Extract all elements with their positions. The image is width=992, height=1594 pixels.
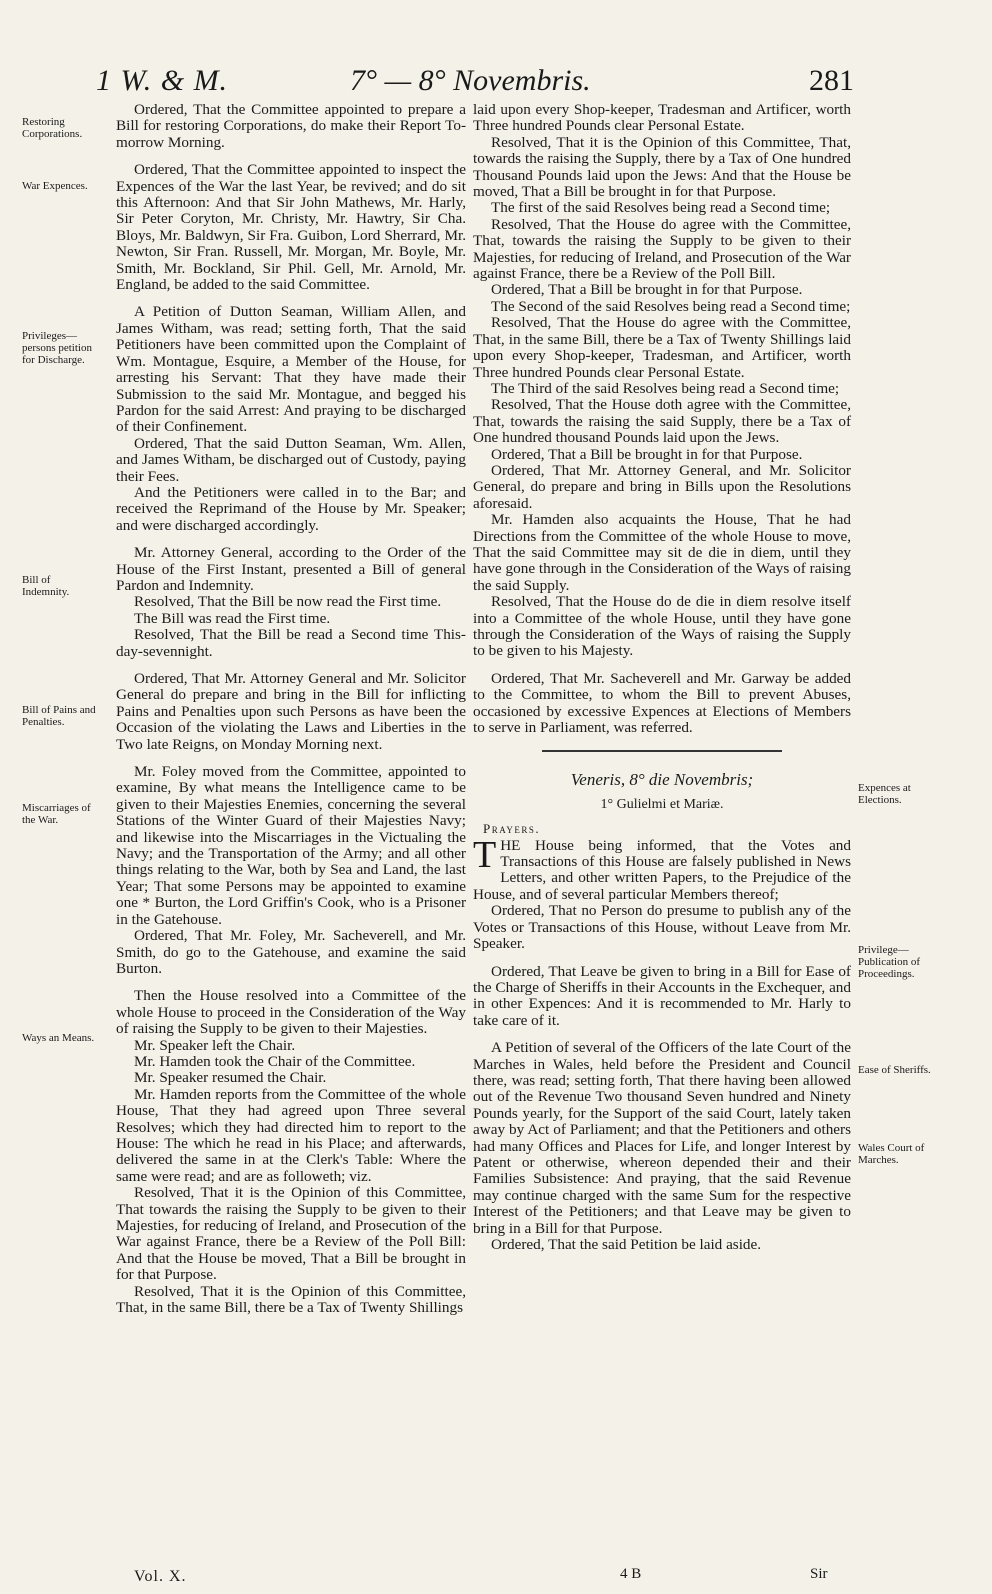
entry-text: Ordered, That the said Petition be laid aside. [491, 1236, 762, 1253]
entry-text: A Petition of Dutton Seaman, William Allen, and James Witham, was read; setting forth, That the said Petitioners have been committed upon the Complaint of Wm. Montague, Esquire, a Member of the House, for arresting his Servant: That they have made their Submission to the said Mr. Montague, and begged his Pardon for the said Arrest: And praying to be discharged of their Confinement. [116, 303, 466, 436]
entry-text: Resolved, That the House do agree with the Committee, That, towards the raising the Supply to be given to their Majesties, for reducing of Ireland, and Prosecution of the War against France, there be a Review of the Poll Bill. [473, 215, 851, 283]
signature-mark: 4 B [620, 1566, 642, 1582]
left-column [116, 102, 466, 1327]
entry-text: Mr. Speaker left the Chair. [134, 1036, 296, 1054]
margin-note-ease-of-sheriffs: Ease of Sheriffs. [858, 1064, 931, 1076]
volume-label: Vol. X. [134, 1568, 187, 1585]
entry-text: Ordered, That the Committee appointed to inspect the Expences of the War the last Year, be revived; and do sit this Afternoon: And that Sir John Mathews, Mr. Harly, Sir Peter Coryton, Mr. Christy, Mr. Hawtry, Sir Cha. Bloys, Mr. Baldwyn, Sir Fra. Guibon, Lord Sherrard, Mr. Newton, Sir Fran. Russell, Mr. Morgan, Mr. Boyle, Mr. Smith, Mr. Bockland, Sir Phil. Gell, Mr. Arnold, Mr. England, be added to the said Committee. [116, 161, 466, 294]
entry-text: Ordered, That Leave be given to bring in a Bill for Ease of the Charge of Sheriffs in their Accounts in the Exchequer, and in other Expences: And it is recommended to Mr. Harly to take care of it. [473, 962, 851, 1029]
day-heading: Veneris, 8° die Novembris; [570, 770, 754, 790]
entry-text: A Petition of several of the Officers of the late Court of the Marches in Wales, held before the President and Council there, was read; setting forth, That there having been allowed out of the Revenue Two thousand Seven hundred and Ninety Pounds yearly, for the Support of the said Court, lately taken away by Act of Parliament; and that the Petitioners and others had many Offices and Places for Life, and longer Interest by Patent or otherwise, whereon depended their and their Families Subsistence: And praying, that the said Revenue may continue charged with the same Sum for the respective Interest of the Petitioners; and that Leave may be given to bring in a Bill for that Purpose. [473, 1039, 851, 1237]
margin-note-restoring-corporations: Restoring Corporations. [22, 116, 83, 140]
entry-text: Ordered, That Mr. Attorney General and Mr. Solicitor General do prepare and bring in the Bill for inflicting Pains and Penalties upon such Persons as have been the Occasion of the violating the Laws and Liberties in the Two late Reigns, on Monday Morning next. [116, 670, 466, 753]
regnal-year-line: 1° Gulielmi et Mariæ. [600, 796, 724, 812]
entry-text: Ordered, That a Bill be brought in for that Purpose. [491, 281, 803, 299]
entry-text: laid upon every Shop-keeper, Tradesman and Artificer, worth Three hundred Pounds clear Personal Estate. [473, 101, 851, 135]
header-regnal-year: 1 W. & M. [96, 64, 229, 97]
margin-note-war-expences: War Expences. [22, 180, 88, 192]
entry-text: Resolved, That the House doth agree with the Committee, That, towards the raising the said Supply, there be a Tax of One hundred thousand Pounds laid upon the Jews. [473, 396, 851, 447]
prayers-heading: Prayers. [483, 821, 541, 837]
entry-text: Mr. Speaker resumed the Chair. [134, 1069, 327, 1087]
entry-text: Ordered, That the Committee appointed to prepare a Bill for restoring Corporations, do make their Report To-morrow Morning. [116, 101, 466, 151]
entry-text: Mr. Hamden also acquaints the House, That he had Directions from the Committee of the whole House to move, That the said Committee may sit de die in diem, until they have gone through in the Consideration of the Ways of raising the said Supply. [473, 511, 851, 594]
margin-note-ways-and-means: Ways an Means. [22, 1032, 95, 1044]
page-number: 281 [809, 64, 854, 97]
entry-text: Mr. Hamden reports from the Committee of the whole House, That they had agreed upon Three several Resolves; which they had directed him to report to the House: The which he read in his Place; and afterwards, delivered the same in at the Clerk's Table: Where the same were read; and are as followeth; viz. [116, 1085, 466, 1185]
margin-note-bill-of-indemnity: Bill of Indemnity. [22, 574, 70, 598]
entry-text: The Second of the said Resolves being read a Second time; [491, 297, 851, 315]
margin-note-privileges: Privileges—persons petition for Discharge. [22, 330, 92, 366]
section-divider [542, 750, 782, 752]
entry-text: Mr. Hamden took the Chair of the Committee. [134, 1052, 416, 1070]
entry-text: Ordered, That the said Dutton Seaman, Wm. Allen, and James Witham, be discharged out of Custody, paying their Fees. [116, 434, 466, 485]
entry-text: Ordered, That a Bill be brought in for that Purpose. [491, 445, 803, 463]
entry-text: Then the House resolved into a Committee of the whole House to proceed in the Consideration of the Way of raising the Supply to be given to their Majesties. [116, 987, 466, 1038]
entry-text: Resolved, That it is the Opinion of this Committee, That, in the same Bill, there be a Tax of Twenty Shillings [116, 1282, 466, 1317]
entry-text: Resolved, That the House do de die in diem resolve itself into a Committee of the whole House, until they have gone through the Consideration of the Ways of raising the Supply to be given to his Majesty. [473, 593, 851, 660]
entry-text: The Third of the said Resolves being read a Second time; [491, 379, 840, 397]
entry-text: Ordered, That no Person do presume to publish any of the Votes or Transactions of this House, without Leave from Mr. Speaker. [473, 902, 851, 953]
margin-note-miscarriages: Miscarriages of the War. [22, 802, 91, 826]
entry-text-body: HE House being informed, that the Votes and Transactions of this House are falsely published in News Letters, and other written Papers, to the Prejudice of the House, and of several particular Members thereof; [473, 836, 851, 903]
margin-note-publication: Privilege—Publication of Proceedings. [858, 944, 921, 980]
entry-text: Ordered, That Mr. Sacheverell and Mr. Garway be added to the Committee, to whom the Bill to prevent Abuses, occasioned by excessive Expences at Elections of Members to serve in Parliament, was referred. [473, 669, 851, 737]
entry-text: And the Petitioners were called in to the Bar; and received the Reprimand of the House by Mr. Speaker; and were discharged accordingly. [116, 483, 466, 534]
entry-text: Resolved, That the Bill be now read the First time. [134, 593, 442, 611]
entry-text: Mr. Foley moved from the Committee, appointed to examine, By what means the Intelligence came to be given to their Majesties Enemies, concerning the several Stations of the Winter Guard of their Majesties Navy; and likewise into the Miscarriages in the Victualing the Navy; and the Transportation of the Army; and all other things relating to the War, both by Sea and Land, the last Year; That some Persons may be appointed to examine one * Burton, the Lord Griffin's Cook, who is a Prisoner in the Gatehouse. [116, 763, 466, 928]
entry-text: Resolved, That the Bill be read a Second time This-day-sevennight. [116, 626, 466, 660]
right-column [473, 102, 851, 1264]
margin-note-expences-at-elections: Expences at Elections. [858, 782, 911, 806]
drop-cap: T [473, 833, 497, 876]
margin-note-wales-court: Wales Court of Marches. [858, 1142, 925, 1166]
entry-text: Ordered, That Mr. Foley, Mr. Sacheverell, and Mr. Smith, do go to the Gatehouse, and examine the said Burton. [116, 927, 466, 977]
entry-text: Ordered, That Mr. Attorney General, and Mr. Solicitor General, do prepare and bring in Bills upon the Resolutions aforesaid. [473, 461, 851, 512]
entry-text: Resolved, That the House do agree with the Committee, That, in the same Bill, there be a Tax of Twenty Shillings laid upon every Shop-keeper, Tradesman, and Artificer, worth Three hundred Pounds clear Personal Estate. [473, 314, 851, 381]
header-dates: 7° — 8° Novembris. [350, 64, 591, 97]
margin-note-pains-and-penalties: Bill of Pains and Penalties. [22, 704, 96, 728]
entry-text: Mr. Attorney General, according to the Order of the House of the First Instant, presented a Bill of general Pardon and Indemnity. [116, 544, 466, 594]
entry-text: The first of the said Resolves being read a Second time; [491, 199, 831, 217]
entry-text: Resolved, That it is the Opinion of this Committee, That, towards the raising the Supply, there by a Tax of One hundred Thousand Pounds laid upon the Jews: And that the House be moved, That a Bill be brought in for that Purpose. [473, 133, 851, 201]
catchword: Sir [810, 1566, 828, 1582]
entry-text: Resolved, That it is the Opinion of this Committee, That towards the raising the Supply to be given to their Majesties, for reducing of Ireland, and Prosecution of the War against France, there be a Review of the Poll Bill: And that the House be moved, That a Bill be brought in for that Purpose. [116, 1184, 466, 1284]
entry-text: The Bill was read the First time. [134, 609, 331, 627]
entry-text [473, 833, 851, 904]
